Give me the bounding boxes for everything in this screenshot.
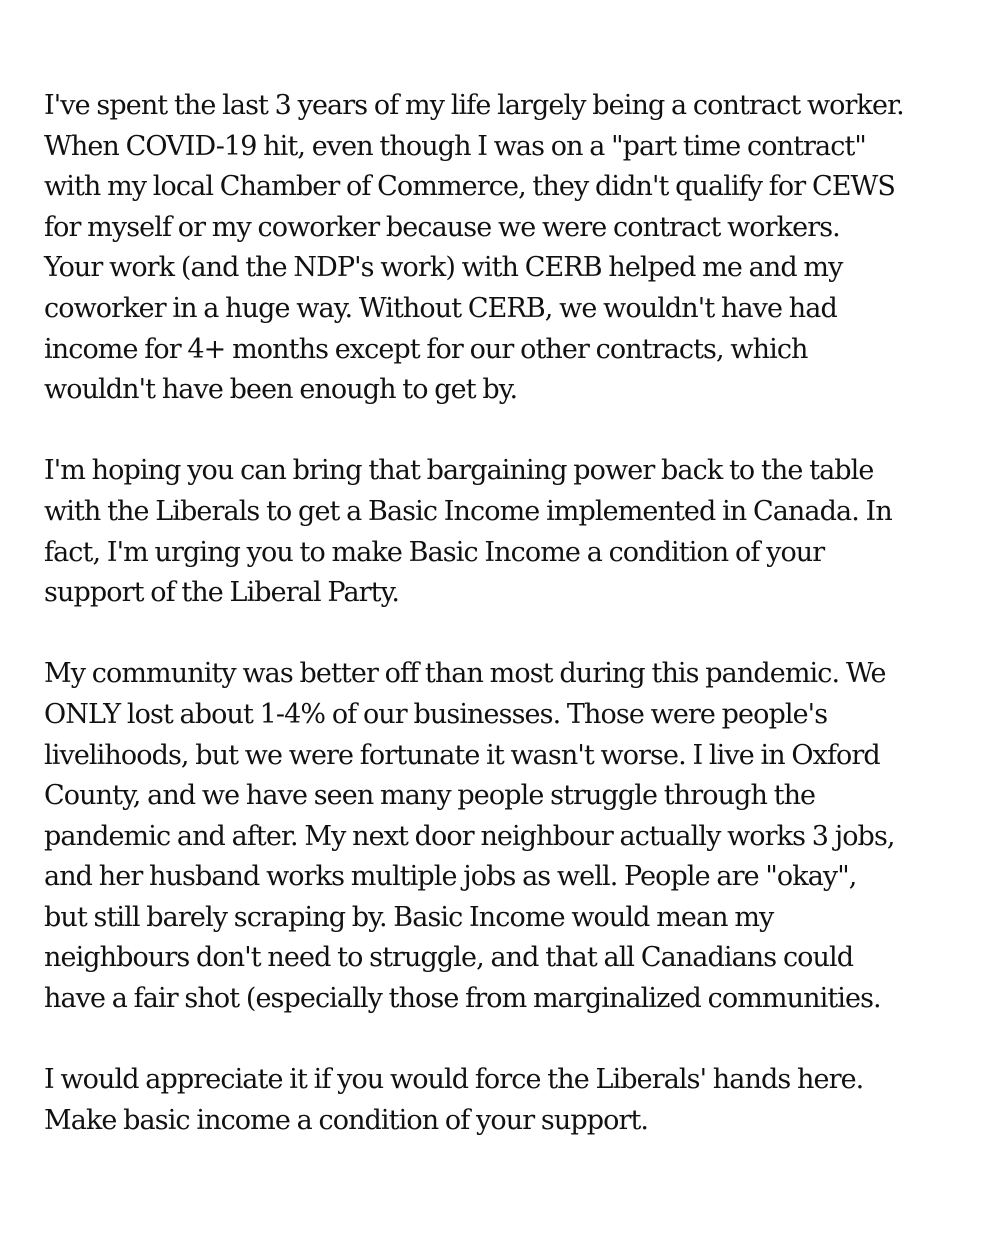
text-line: fact, I'm urging you to make Basic Income a condition of your [44,536,825,568]
paragraph-bargaining-power [44,451,974,613]
text-line: County, and we have seen many people struggle through the [44,780,816,812]
text-line: wouldn't have been enough to get by. [44,374,518,406]
text-line: Your work (and the NDP's work) with CERB helped me and my [44,252,843,284]
text-line: with my local Chamber of Commerce, they didn't qualify for CEWS [44,171,895,203]
text-line: ONLY lost about 1-4% of our businesses. Those were people's [44,698,828,730]
text-line: neighbours don't need to struggle, and that all Canadians could [44,942,854,974]
text-line: My community was better off than most during this pandemic. We [44,658,886,690]
paragraph-community [44,654,974,1019]
text-line: pandemic and after. My next door neighbour actually works 3 jobs, [44,820,895,852]
text-line: coworker in a huge way. Without CERB, we wouldn't have had [44,292,837,324]
text-line: for myself or my coworker because we were contract workers. [44,211,840,243]
text-line: I'm hoping you can bring that bargaining power back to the table [44,455,874,487]
text-line: but still barely scraping by. Basic Income would mean my [44,901,774,933]
text-line: livelihoods, but we were fortunate it wasn't worse. I live in Oxford [44,739,880,771]
text-line: I've spent the last 3 years of my life largely being a contract worker. [44,90,904,121]
letter-body [44,86,974,1141]
text-line: I would appreciate it if you would force the Liberals' hands here. [44,1064,864,1096]
text-line: support of the Liberal Party. [44,577,400,609]
paragraph-closing [44,1060,974,1141]
paragraph-contract-work [44,86,974,411]
text-line: have a fair shot (especially those from marginalized communities. [44,983,881,1015]
text-line: with the Liberals to get a Basic Income implemented in Canada. In [44,495,892,527]
text-line: and her husband works multiple jobs as well. People are "okay", [44,861,857,893]
text-line: income for 4+ months except for our other contracts, which [44,333,808,365]
text-line: Make basic income a condition of your support. [44,1104,649,1136]
text-line: When COVID-19 hit, even though I was on a "part time contract" [44,130,866,162]
